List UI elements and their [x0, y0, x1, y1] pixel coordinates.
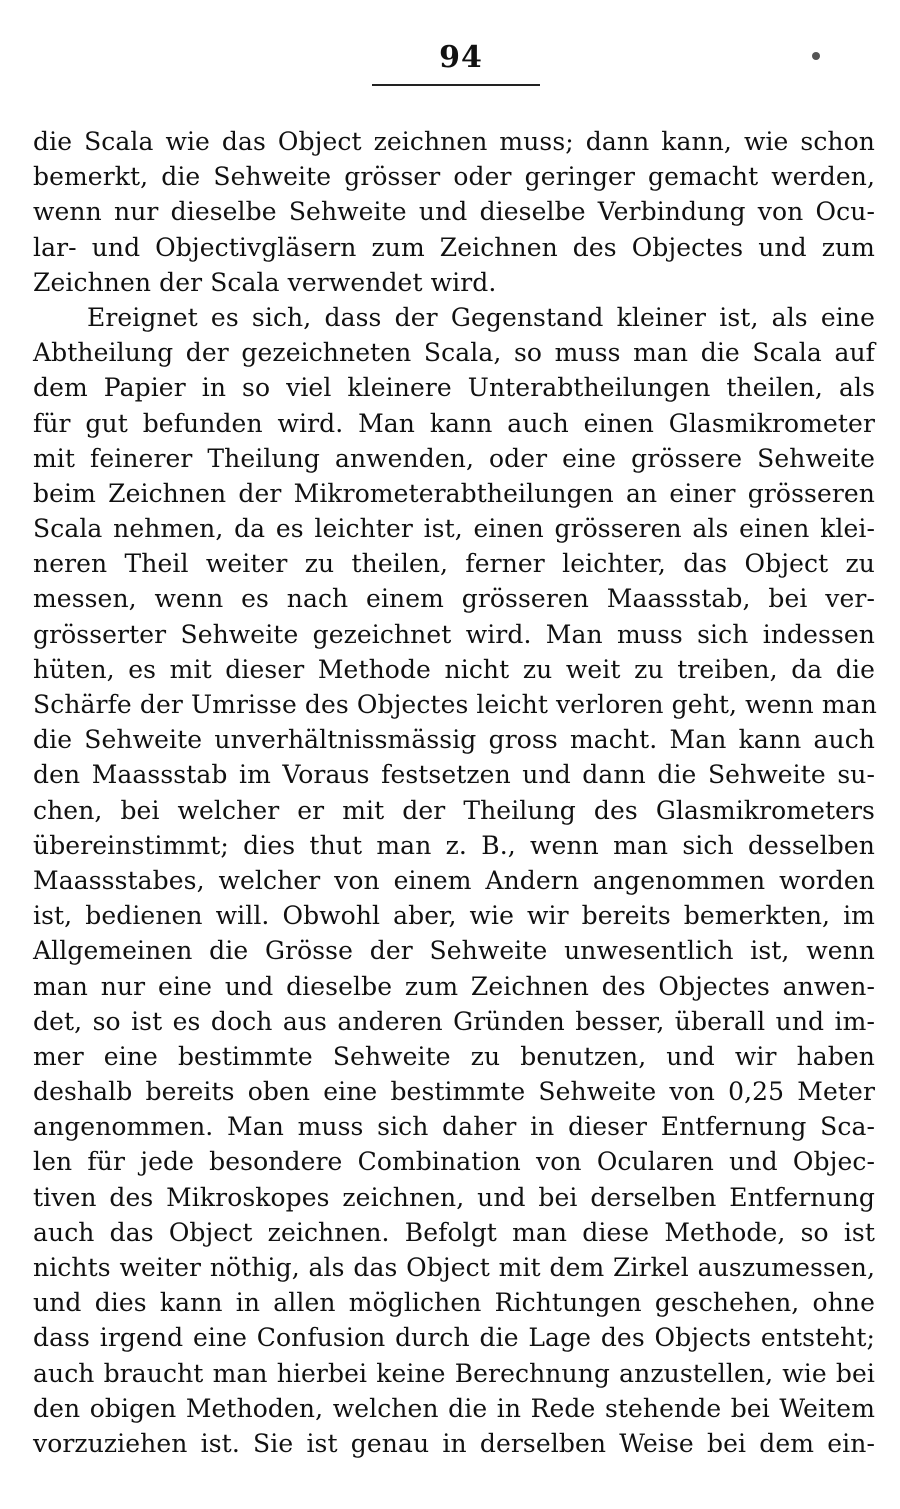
text-line: Scala nehmen, da es leichter ist, einen grösseren als einen klei- — [33, 514, 875, 544]
text-line: ist, bedienen will. Obwohl aber, wie wir bereits bemerkten, im — [33, 901, 875, 931]
text-line: Zeichnen der Scala verwendet wird. — [33, 267, 497, 297]
ink-speck — [812, 52, 820, 60]
page-header — [0, 40, 900, 75]
text-line: bemerkt, die Sehweite grösser oder geringer gemacht werden, — [33, 162, 875, 192]
text-line: tiven des Mikroskopes zeichnen, und bei derselben Entfernung — [33, 1182, 875, 1212]
text-line: vorzuziehen ist. Sie ist genau in derselben Weise bei dem ein- — [33, 1428, 875, 1458]
header-rule — [372, 84, 540, 86]
text-line: den obigen Methoden, welchen die in Rede stehende bei Weitem — [33, 1393, 875, 1423]
text-line: Schärfe der Umrisse des Objectes leicht verloren geht, wenn man — [33, 690, 877, 719]
text-line: grösserter Sehweite gezeichnet wird. Man muss sich indessen — [33, 619, 875, 649]
page-number: 94 — [439, 40, 483, 75]
text-line: hüten, es mit dieser Methode nicht zu weit zu treiben, da die — [33, 654, 875, 684]
text-line: lar- und Objectivgläsern zum Zeichnen des Objectes und zum — [33, 232, 875, 262]
text-line: auch braucht man hierbei keine Berechnung anzustellen, wie bei — [33, 1358, 875, 1388]
text-line: chen, bei welcher er mit der Theilung des Glasmikrometers — [33, 795, 875, 825]
text-line: len für jede besondere Combination von Ocularen und Objec- — [33, 1147, 875, 1177]
text-line: auch das Object zeichnen. Befolgt man diese Methode, so ist — [33, 1217, 875, 1247]
text-line: beim Zeichnen der Mikrometerabtheilungen an einer grösseren — [33, 478, 875, 508]
text-line: die Sehweite unverhältnissmässig gross macht. Man kann auch — [33, 725, 875, 755]
text-line: übereinstimmt; dies thut man z. B., wenn man sich desselben — [33, 830, 875, 860]
text-line: deshalb bereits oben eine bestimmte Sehweite von 0,25 Meter — [33, 1077, 875, 1107]
body-text — [33, 124, 875, 1461]
text-line: messen, wenn es nach einem grösseren Maassstab, bei ver- — [33, 584, 875, 614]
text-line: neren Theil weiter zu theilen, ferner leichter, das Object zu — [33, 549, 875, 579]
text-line: det, so ist es doch aus anderen Gründen besser, überall und im- — [33, 1006, 875, 1036]
text-line: Ereignet es sich, dass der Gegenstand kleiner ist, als eine — [87, 302, 875, 332]
text-line: angenommen. Man muss sich daher in dieser Entfernung Sca- — [33, 1112, 875, 1142]
text-line: den Maassstab im Voraus festsetzen und dann die Sehweite su- — [33, 760, 875, 790]
text-line: nichts weiter nöthig, als das Object mit dem Zirkel auszumessen, — [33, 1253, 875, 1282]
text-line: für gut befunden wird. Man kann auch einen Glasmikrometer — [33, 408, 875, 438]
text-line: wenn nur dieselbe Sehweite und dieselbe Verbindung von Ocu- — [33, 197, 875, 227]
text-line: die Scala wie das Object zeichnen muss; dann kann, wie schon — [33, 127, 875, 156]
text-line: mer eine bestimmte Sehweite zu benutzen, und wir haben — [33, 1041, 875, 1071]
text-line: dem Papier in so viel kleinere Unterabtheilungen theilen, als — [33, 373, 875, 403]
text-line: mit feinerer Theilung anwenden, oder eine grössere Sehweite — [33, 443, 875, 473]
text-line: Maassstabes, welcher von einem Andern angenommen worden — [33, 865, 875, 895]
text-line: dass irgend eine Confusion durch die Lage des Objects entsteht; — [33, 1323, 875, 1353]
text-line: man nur eine und dieselbe zum Zeichnen des Objectes anwen- — [33, 971, 875, 1001]
text-line: Abtheilung der gezeichneten Scala, so muss man die Scala auf — [33, 338, 875, 368]
text-line: Allgemeinen die Grösse der Sehweite unwesentlich ist, wenn — [33, 936, 875, 966]
text-line: und dies kann in allen möglichen Richtungen geschehen, ohne — [33, 1288, 875, 1318]
